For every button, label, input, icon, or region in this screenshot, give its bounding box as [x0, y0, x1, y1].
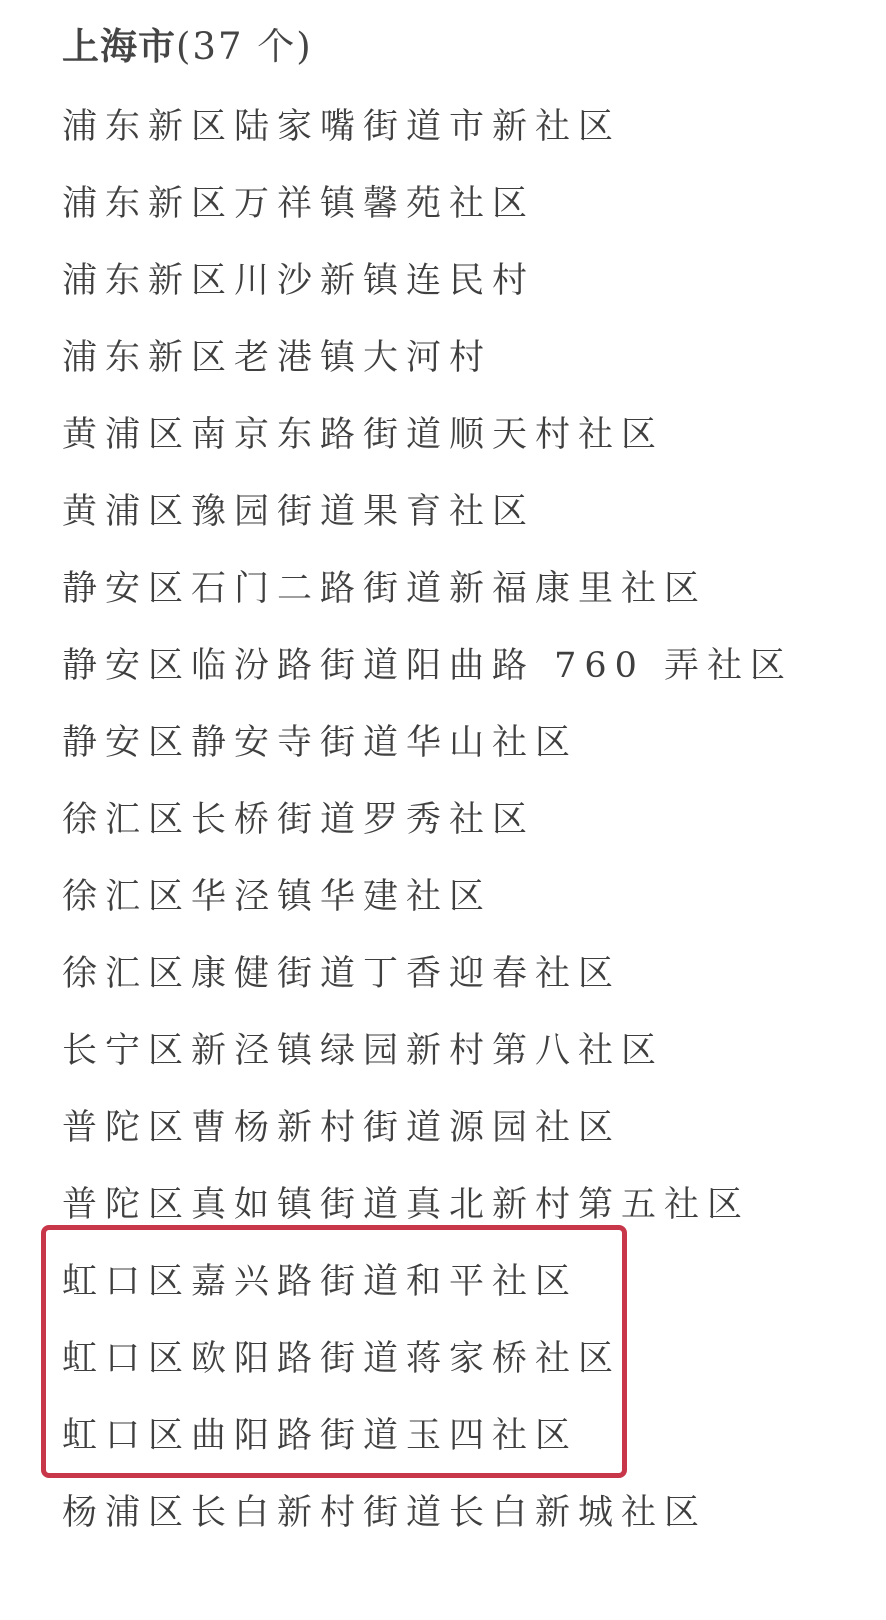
list-item-highlighted: 虹口区曲阳路街道玉四社区 — [62, 1416, 579, 1456]
list-item: 浦东新区陆家嘴街道市新社区 — [62, 107, 622, 147]
list-item: 长宁区新泾镇绿园新村第八社区 — [62, 1031, 665, 1071]
list-item: 普陀区曹杨新村街道源园社区 — [62, 1108, 622, 1148]
list-item: 浦东新区老港镇大河村 — [62, 338, 493, 378]
list-item: 浦东新区万祥镇馨苑社区 — [62, 184, 536, 224]
list-item: 徐汇区康健街道丁香迎春社区 — [62, 954, 622, 994]
city-name: 上海市 — [62, 25, 176, 68]
list-item: 徐汇区长桥街道罗秀社区 — [62, 800, 536, 840]
list-item: 杨浦区长白新村街道长白新城社区 — [62, 1493, 708, 1533]
list-item: 静安区临汾路街道阳曲路 760 弄社区 — [62, 646, 794, 686]
community-count: (37 个) — [176, 25, 313, 68]
list-item-highlighted: 虹口区嘉兴路街道和平社区 — [62, 1262, 579, 1302]
list-item: 黄浦区豫园街道果育社区 — [62, 492, 536, 532]
list-item: 黄浦区南京东路街道顺天村社区 — [62, 415, 665, 455]
list-item-highlighted: 虹口区欧阳路街道蒋家桥社区 — [62, 1339, 622, 1379]
list-item: 徐汇区华泾镇华建社区 — [62, 877, 493, 917]
list-item: 普陀区真如镇街道真北新村第五社区 — [62, 1185, 751, 1225]
list-item: 静安区石门二路街道新福康里社区 — [62, 569, 708, 609]
list-item: 静安区静安寺街道华山社区 — [62, 723, 579, 763]
list-item: 浦东新区川沙新镇连民村 — [62, 261, 536, 301]
highlight-box — [41, 1225, 627, 1478]
section-heading — [62, 22, 313, 72]
